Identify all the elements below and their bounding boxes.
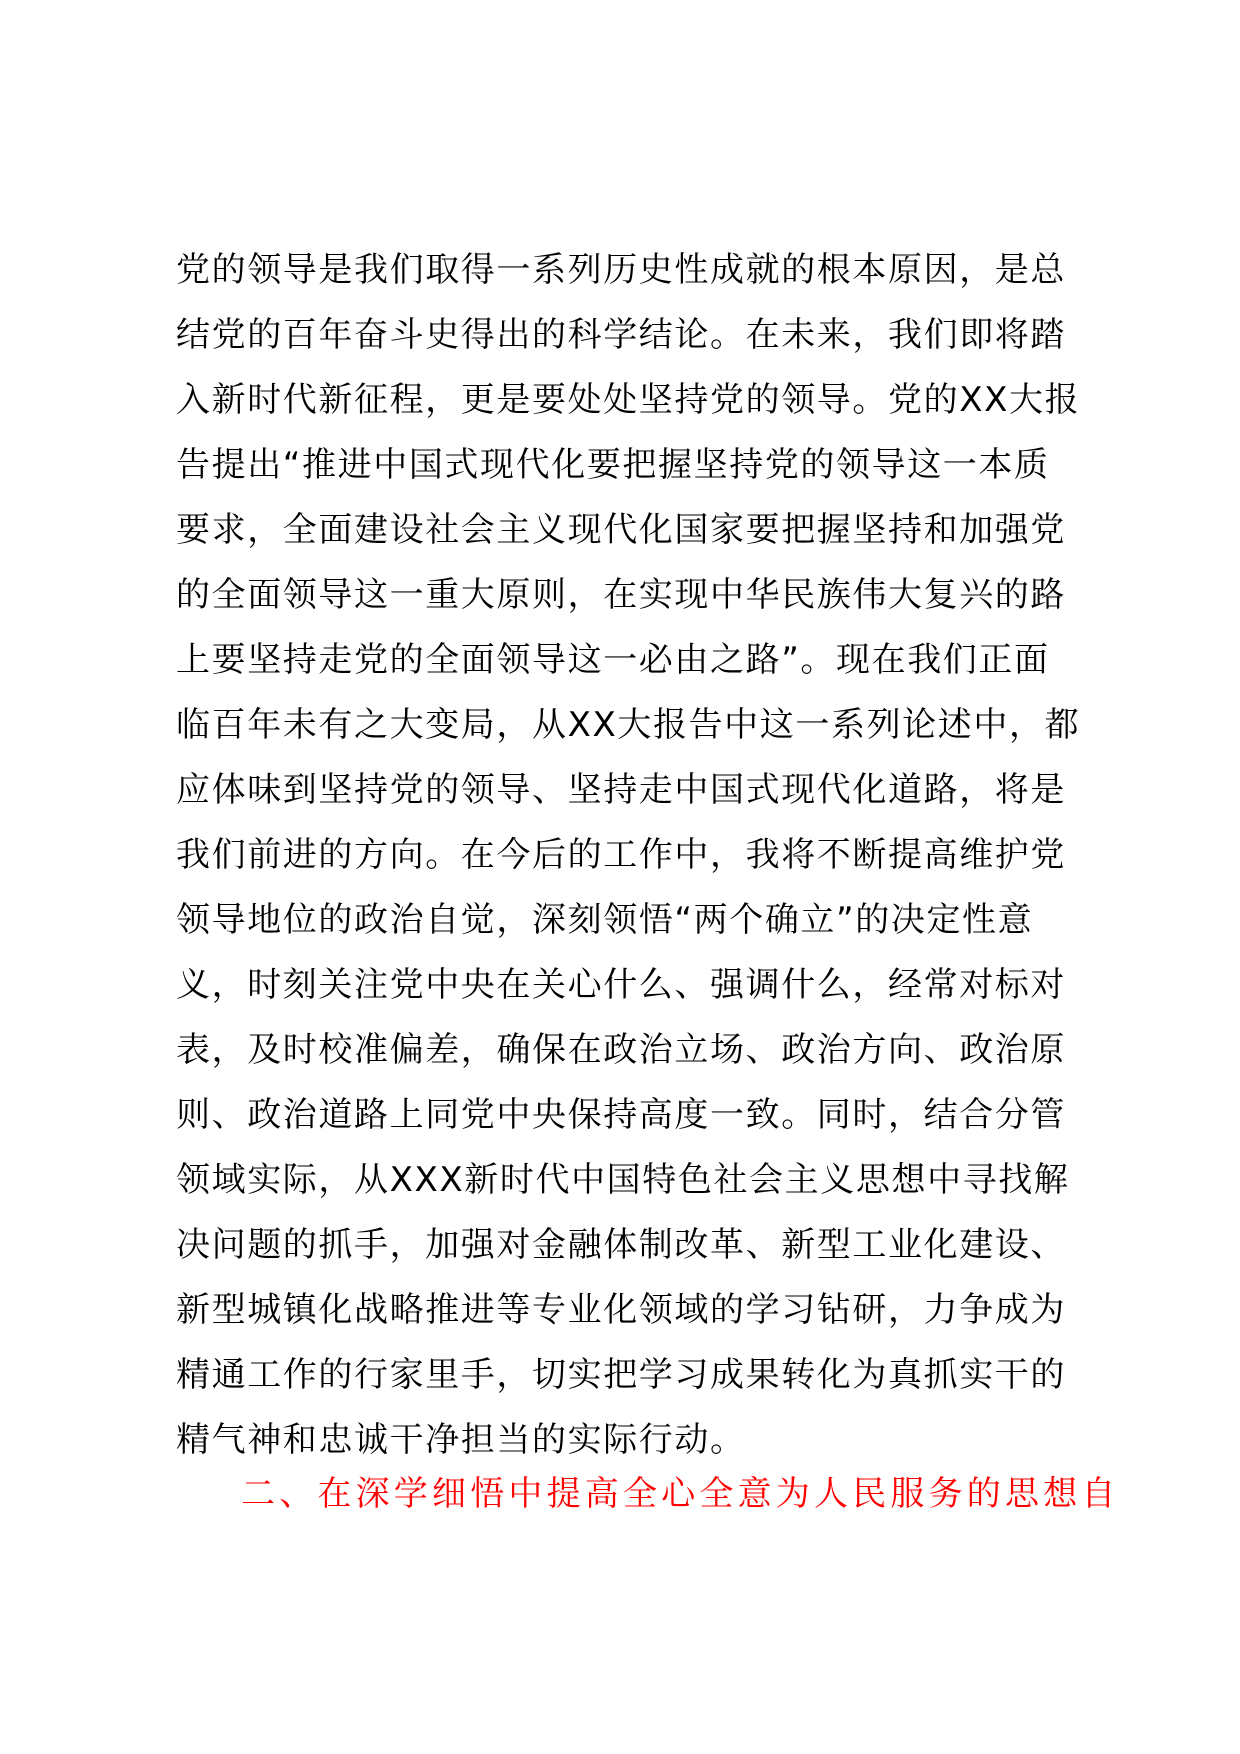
paragraph-line: 我们前进的方向。在今后的工作中，我将不断提高维护党 bbox=[176, 835, 1066, 875]
paragraph-line: 义，时刻关注党中央在关心什么、强调什么，经常对标对 bbox=[176, 965, 1066, 1005]
paragraph-line: 上要坚持走党的全面领导这一必由之路”。现在我们正面 bbox=[176, 640, 1050, 680]
paragraph-line: 应体味到坚持党的领导、坚持走中国式现代化道路，将是 bbox=[176, 770, 1066, 810]
paragraph-line: 领导地位的政治自觉，深刻领悟“两个确立”的决定性意 bbox=[176, 900, 1034, 940]
paragraph-line: 告提出“推进中国式现代化要把握坚持党的领导这一本质 bbox=[176, 445, 1050, 485]
body-paragraph bbox=[176, 238, 1096, 1473]
paragraph-line: 临百年未有之大变局，从XX大报告中这一系列论述中，都 bbox=[176, 705, 1081, 745]
paragraph-line: 的全面领导这一重大原则，在实现中华民族伟大复兴的路 bbox=[176, 575, 1066, 615]
paragraph-line: 结党的百年奋斗史得出的科学结论。在未来，我们即将踏 bbox=[176, 315, 1066, 355]
section-heading: 二、在深学细悟中提高全心全意为人民服务的思想自 bbox=[241, 1474, 1120, 1514]
paragraph-line: 表，及时校准偏差，确保在政治立场、政治方向、政治原 bbox=[176, 1030, 1066, 1070]
paragraph-line: 决问题的抓手，加强对金融体制改革、新型工业化建设、 bbox=[176, 1225, 1066, 1265]
paragraph-line: 要求，全面建设社会主义现代化国家要把握坚持和加强党 bbox=[176, 510, 1066, 550]
paragraph-line: 新型城镇化战略推进等专业化领域的学习钻研，力争成为 bbox=[176, 1290, 1066, 1330]
paragraph-line: 精气神和忠诚干净担当的实际行动。 bbox=[176, 1420, 746, 1460]
paragraph-line: 精通工作的行家里手，切实把学习成果转化为真抓实干的 bbox=[176, 1355, 1066, 1395]
paragraph-line: 入新时代新征程，更是要处处坚持党的领导。党的XX大报 bbox=[176, 380, 1081, 420]
paragraph-line: 则、政治道路上同党中央保持高度一致。同时，结合分管 bbox=[176, 1095, 1066, 1135]
paragraph-line: 党的领导是我们取得一系列历史性成就的根本原因，是总 bbox=[176, 250, 1066, 290]
paragraph-line: 领域实际，从XXX新时代中国特色社会主义思想中寻找解 bbox=[176, 1160, 1070, 1200]
